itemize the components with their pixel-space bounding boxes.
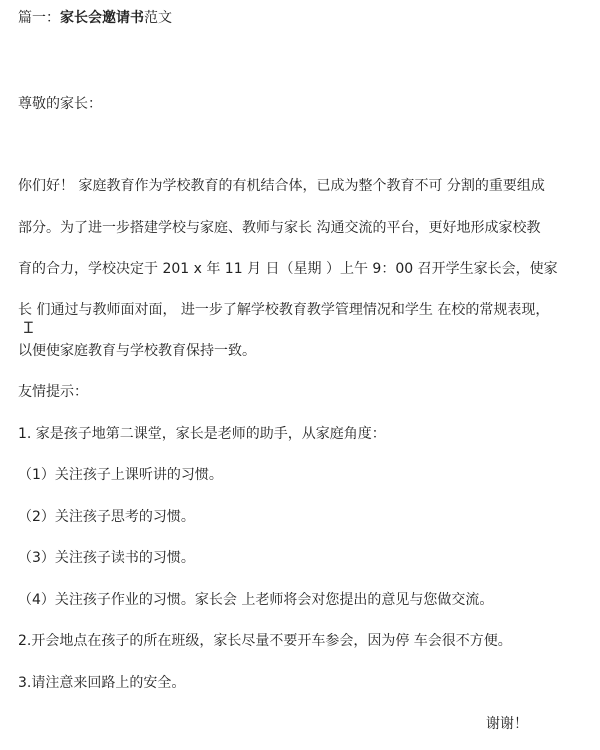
tips-heading: 友情提示： bbox=[18, 384, 88, 400]
text-cursor-icon: Ɪ bbox=[24, 318, 33, 337]
tip-item-1-2: （2）关注孩子思考的习惯。 bbox=[18, 509, 195, 525]
document-title bbox=[18, 8, 172, 28]
body-line-2: 部分。为了进一步搭建学校与家庭、教师与家长 沟通交流的平台，更好地形成家校教 bbox=[18, 220, 541, 236]
body-line-1: 你们好！ 家庭教育作为学校教育的有机结合体，已成为整个教育不可 分割的重要组成 bbox=[18, 178, 545, 194]
closing-thanks: 谢谢！ bbox=[486, 716, 528, 732]
tip-item-2: 2.开会地点在孩子的所在班级，家长尽量不要开车参会，因为停 车会很不方便。 bbox=[18, 633, 512, 649]
tip-item-1: 1. 家是孩子地第二课堂，家长是老师的助手，从家庭角度： bbox=[18, 426, 386, 442]
tip-item-3: 3.请注意来回路上的安全。 bbox=[18, 675, 186, 691]
tip-item-1-1: （1）关注孩子上课听讲的习惯。 bbox=[18, 467, 223, 483]
body-line-3: 育的合力，学校决定于 201 x 年 11 月 日（星期 ）上午 9：00 召开学生家长会，使家 bbox=[18, 261, 558, 277]
tip-item-1-3: （3）关注孩子读书的习惯。 bbox=[18, 550, 195, 566]
body-line-4: 长 们通过与教师面对面， 进一步了解学校教育教学管理情况和学生 在校的常规表现， bbox=[18, 302, 550, 318]
body-line-5: 以便使家庭教育与学校教育保持一致。 bbox=[18, 343, 256, 359]
tip-item-1-4: （4）关注孩子作业的习惯。家长会 上老师将会对您提出的意见与您做交流。 bbox=[18, 592, 494, 608]
title-bold: 家长会邀请书 bbox=[60, 10, 144, 26]
title-prefix: 篇一： bbox=[18, 10, 60, 26]
title-suffix: 范文 bbox=[144, 10, 172, 26]
greeting: 尊敬的家长： bbox=[18, 96, 102, 112]
